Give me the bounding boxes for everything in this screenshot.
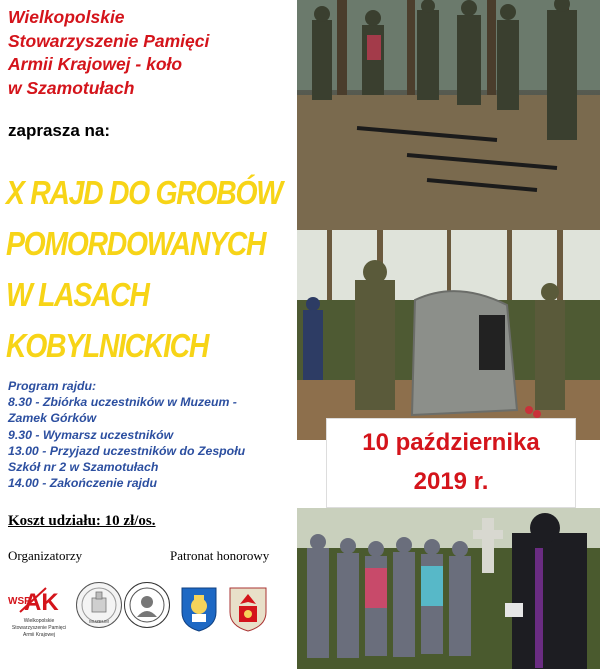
organizer-title-line: Stowarzyszenie Pamięci (8, 30, 210, 51)
school-seal-logo (124, 582, 170, 628)
program-line: 14.00 - Zakończenie rajdu (8, 476, 157, 491)
szamotuly-coat-of-arms-icon (180, 586, 218, 632)
program-heading: Program rajdu: (8, 379, 97, 393)
svg-text:MUZEUM: MUZEUM (89, 619, 109, 624)
photo-reenactors-with-weapons (297, 0, 600, 230)
svg-text:WSP: WSP (8, 596, 31, 607)
invite-text: zaprasza na: (8, 121, 111, 140)
photo-ceremony-with-students (297, 508, 600, 669)
organizer-title (8, 6, 298, 100)
cost-text: Koszt udziału: 10 zł/os. (8, 513, 156, 529)
svg-text:Armii Krajowej: Armii Krajowej (23, 632, 55, 638)
patronage-label: Patronat honorowy (170, 548, 270, 563)
svg-text:Stowarzyszenie Pamięci: Stowarzyszenie Pamięci (11, 625, 67, 631)
svg-text:Wielkopolskie: Wielkopolskie (23, 618, 55, 624)
rally-title-line: W LASACH (6, 276, 149, 313)
museum-castle-logo (76, 582, 122, 628)
organizer-title-line: Armii Krajowej - koło (8, 54, 183, 74)
program-line: 13.00 - Przyjazd uczestników do Zespołu (8, 443, 246, 458)
program-line: 9.30 - Wymarsz uczestników (8, 427, 174, 442)
rally-title-line: POMORDOWANYCH (6, 225, 266, 262)
program-line: Szkół nr 2 w Szamotułach (8, 460, 159, 475)
rally-title-line: KOBYLNICKICH (6, 327, 209, 364)
svg-text:AK: AK (24, 589, 59, 616)
organizers-label: Organizatorzy (8, 548, 83, 563)
program-line: Zamek Górków (8, 411, 97, 426)
rally-title-line: X RAJD DO GROBÓW (6, 174, 282, 211)
county-coat-of-arms-icon (228, 586, 268, 632)
organizer-title-line: w Szamotułach (8, 77, 135, 98)
photo-memorial-stone (297, 230, 600, 440)
ak-association-logo (6, 582, 72, 642)
event-date-box (326, 418, 576, 508)
program-line: 8.30 - Zbiórka uczestników w Muzeum - (8, 395, 237, 410)
event-date-year: 2019 r. (413, 468, 489, 495)
organizer-title-line: Wielkopolskie (8, 7, 125, 27)
program-schedule (8, 378, 288, 491)
rally-title (6, 167, 282, 371)
event-date-day: 10 października (362, 429, 540, 456)
